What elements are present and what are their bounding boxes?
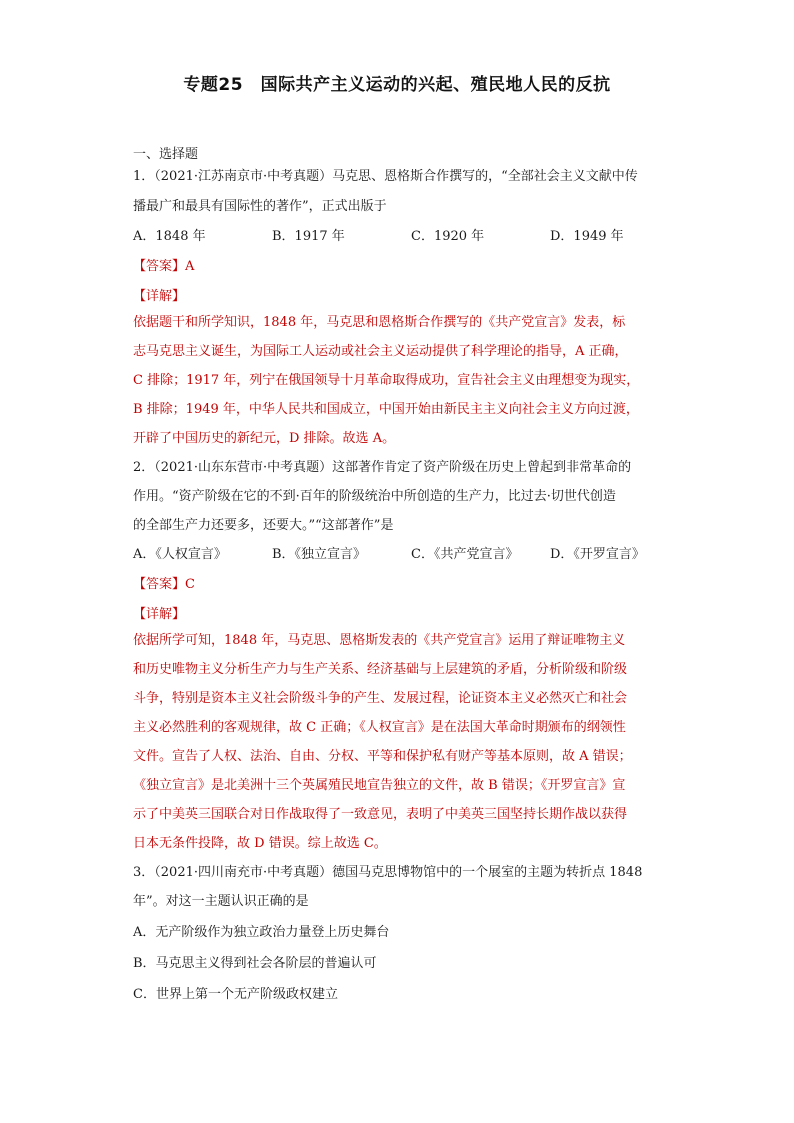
question-1-line-2: 播最广和最具有国际性的著作”，正式出版于 (133, 199, 387, 214)
question-3-line-1: 3．（2021·四川南充市·中考真题）德国马克思博物馆中的一个展室的主题为转折点 1848 (133, 865, 643, 880)
question-1-line-1: 1．（2021·江苏南京市·中考真题）马克思、恩格斯合作撰写的，“全部社会主义文献中传 (133, 169, 638, 184)
option-c: C．1920 年 (411, 229, 485, 244)
explanation-line: 志马克思主义诞生，为国际工人运动或社会主义运动提供了科学理论的指导，A 正确， (133, 344, 628, 359)
explanation (133, 632, 665, 853)
option-d: D．1949 年 (550, 229, 624, 244)
explanation-line: 示了中美英三国联合对日作战取得了一致意见，表明了中美英三国坚持长期作战以获得 (133, 807, 628, 822)
explanation-line: 文件。宣告了人权、法治、自由、分权、平等和保护私有财产等基本原则，故 A 错误； (133, 749, 632, 764)
answer-label: 【答案】A (133, 259, 195, 274)
document-body (133, 146, 665, 1015)
question-3 (133, 864, 665, 1004)
question-1-options (133, 228, 665, 246)
option-d: D．《开罗宣言》 (550, 547, 645, 562)
explanation-line: 和历史唯物主义分析生产力与生产关系、经济基础与上层建筑的矛盾，分析阶级和阶级 (133, 662, 628, 677)
option-a: A．无产阶级作为独立政治力量登上历史舞台 (133, 925, 390, 940)
question-2-options (133, 546, 665, 564)
option-c: C．《共产党宣言》 (411, 547, 519, 562)
option-b: B．1917 年 (272, 229, 345, 244)
explanation-line: C 排除；1917 年，列宁在俄国领导十月革命取得成功，宣告社会主义由理想变为现实， (133, 373, 640, 388)
option-a: A．《人权宣言》 (133, 547, 227, 562)
question-1 (133, 168, 665, 448)
question-2-line-1: 2．（2021·山东东营市·中考真题）这部著作肯定了资产阶级在历史上曾起到非常革命的 (133, 460, 632, 475)
explanation-line: B 排除；1949 年，中华人民共和国成立，中国开始由新民主主义向社会主义方向过渡， (133, 402, 639, 417)
explanation-line: 日本无条件投降，故 D 错误。综上故选 C。 (133, 836, 387, 851)
page-title: 专题25 国际共产主义运动的兴起、殖民地人民的反抗 (183, 75, 611, 95)
explanation-line: 开辟了中国历史的新纪元，D 排除。故选 A。 (133, 431, 396, 446)
explanation-line: 依据所学可知，1848 年，马克思、恩格斯发表的《共产党宣言》运用了辩证唯物主义 (133, 633, 626, 648)
answer-label: 【答案】C (133, 577, 195, 592)
question-3-line-2: 年”。对这一主题认识正确的是 (133, 894, 309, 909)
section-heading: 一、选择题 (133, 147, 199, 162)
option-b: B．《独立宣言》 (272, 547, 367, 562)
detail-label: 【详解】 (133, 289, 186, 304)
option-b: B．马克思主义得到社会各阶层的普遍认可 (133, 956, 377, 971)
detail-label: 【详解】 (133, 607, 186, 622)
option-c: C．世界上第一个无产阶级政权建立 (133, 987, 338, 1002)
explanation-line: 斗争，特别是资本主义社会阶级斗争的产生、发展过程，论证资本主义必然灭亡和社会 (133, 691, 628, 706)
explanation (133, 314, 665, 448)
explanation-line: 依据题干和所学知识，1848 年，马克思和恩格斯合作撰写的《共产党宣言》发表，标 (133, 315, 626, 330)
explanation-line: 主义必然胜利的客观规律，故 C 正确；《人权宣言》是在法国大革命时期颁布的纲领性 (133, 720, 626, 735)
option-a: A．1848 年 (133, 229, 206, 244)
question-2 (133, 459, 665, 853)
explanation-line: 《独立宣言》是北美洲十三个英属殖民地宣告独立的文件，故 B 错误；《开罗宣言》宣 (133, 778, 626, 793)
question-2-line-2: 作用。“资产阶级在它的不到·百年的阶级统治中所创造的生产力，比过去·切世代创造 (133, 489, 616, 504)
question-2-line-3: 的全部生产力还要多，还要大。”“这部著作”是 (133, 518, 394, 533)
